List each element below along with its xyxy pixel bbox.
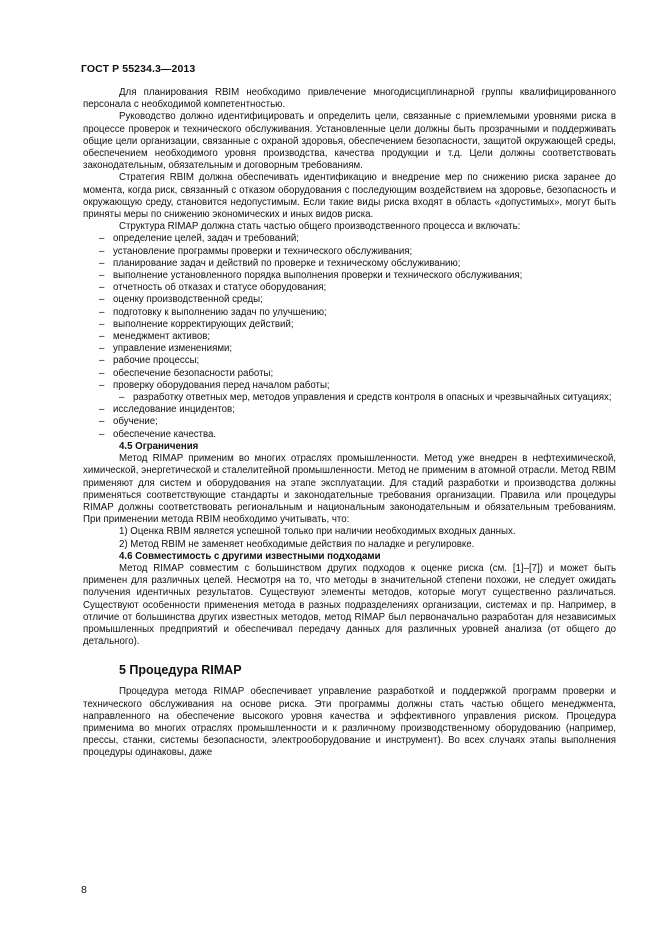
section-4-6-title: 4.6 Совместимость с другими известными подходами [119, 550, 381, 562]
list-item: – обучение; [83, 416, 616, 428]
section-4-5-item-2: 2) Метод RBIM не заменяет необходимые действия по наладке и регулировке. [119, 538, 475, 550]
list-item: – исследование инцидентов; [83, 404, 616, 416]
list-item: – установление программы проверки и технического обслуживания; [83, 246, 616, 258]
list-item: – оценку производственной среды; [83, 294, 616, 306]
list-item: – подготовку к выполнению задач по улучшению; [83, 307, 616, 319]
section-4-5-item-1: 1) Оценка RBIM является успешной только при наличии необходимых входных данных. [119, 526, 516, 538]
list-item: – управление изменениями; [83, 343, 616, 355]
paragraph: Для планирования RBIM необходимо привлечение многодисциплинарной группы квалифицированного персонала с необходимой компетентностью. [83, 87, 616, 111]
list-item: – проверку оборудования перед началом работы; [83, 380, 616, 392]
list-item: – обеспечение качества. [83, 429, 616, 441]
list-item: – выполнение установленного порядка выполнения проверки и технического обслуживания; [83, 270, 616, 282]
page-number: 8 [81, 884, 87, 896]
section-4-6-text: Метод RIMAP совместим с большинством других подходов к оценке риска (см. [1]–[7]) и может быть применен для различных целей. Несмотря на то, что методы в значительной степени похожи, не следует ожидать получения идентичных результатов. Существуют элементы методов, которые могут существенно различаться. Существуют особенности применения метода в разных подразделениях организации, системах и пр. Например, в отличие от большинства других известных методов, метод RIMAP был первоначально разработан для независимых промышленных предприятий и обеспечивал передачу данных для различных уровней анализа (от общего до детального). [83, 562, 616, 648]
list-item: – рабочие процессы; [83, 355, 616, 367]
paragraph: Стратегия RBIM должна обеспечивать идентификацию и внедрение мер по снижению риска заранее до момента, когда риск, связанный с отказом оборудования с последующим воздействием на здоровье, безопасность и окружающую среду, становится недопустимым. Если такие виды риска входят в область «допустимых», могут быть приняты меры по снижению экономических и иных видов риска. [83, 172, 616, 221]
list-item: – планирование задач и действий по проверке и техническому обслуживанию; [83, 258, 616, 270]
section-4-5-title: 4.5 Ограничения [119, 440, 199, 452]
list-item: – отчетность об отказах и статусе оборудования; [83, 282, 616, 294]
list-item: – определение целей, задач и требований; [83, 233, 616, 245]
paragraph: Руководство должно идентифицировать и определить цели, связанные с приемлемыми уровнями риска в процессе проверок и технического обслуживания. Установленные цели должны быть прозрачными и поддерживать общие цели организации, связанные с охраной здоровья, обеспечением безопасности, защитой окружающей среды, обеспечением необходимого уровня производства, качества продукции и т.д. Цели должны соответствовать законодательным, обязательным и договорным требованиям. [83, 111, 616, 172]
list-item: – разработку ответных мер, методов управления и средств контроля в опасных и чрезвычайных ситуациях; [83, 392, 616, 404]
document-body [83, 87, 616, 760]
list-item: – обеспечение безопасности работы; [83, 368, 616, 380]
standard-header: ГОСТ Р 55234.3—2013 [81, 63, 196, 75]
section-5-text: Процедура метода RIMAP обеспечивает управление разработкой и поддержкой программ проверки и технического обслуживания на основе риска. Эти программы должны стать частью общего менеджмента, направленного на обеспечение высокого уровня качества и эффективного управления риском. Процедура применима во многих отраслях промышленности и к различному производственному оборудованию (например, прессы, станки, системы безопасности, электрооборудование и инструмент). Во всех случаях этапы выполнения процедуры одинаковы, даже [83, 686, 616, 759]
section-5-title: 5 Процедура RIMAP [119, 663, 242, 678]
list-item: – менеджмент активов; [83, 331, 616, 343]
section-4-5-text: Метод RIMAP применим во многих отраслях промышленности. Метод уже внедрен в нефтехимической, химической, энергетической и сталелитейной промышленности. Метод не применим в атомной отрасли. Метод RBIM применяют для систем и оборудования на этапе эксплуатации. Для стадий разработки и производства должны применяться соответствующие стандарты и законодательные требования организации. Правила или процедуры RIMAP должны соответствовать региональным и национальным законодательным и обязательным требованиям. При применении метода RBIM необходимо учитывать, что: [83, 453, 616, 526]
list-item: – выполнение корректирующих действий; [83, 319, 616, 331]
paragraph: Структура RIMAP должна стать частью общего производственного процесса и включать: [119, 221, 521, 233]
requirements-list [83, 233, 616, 440]
